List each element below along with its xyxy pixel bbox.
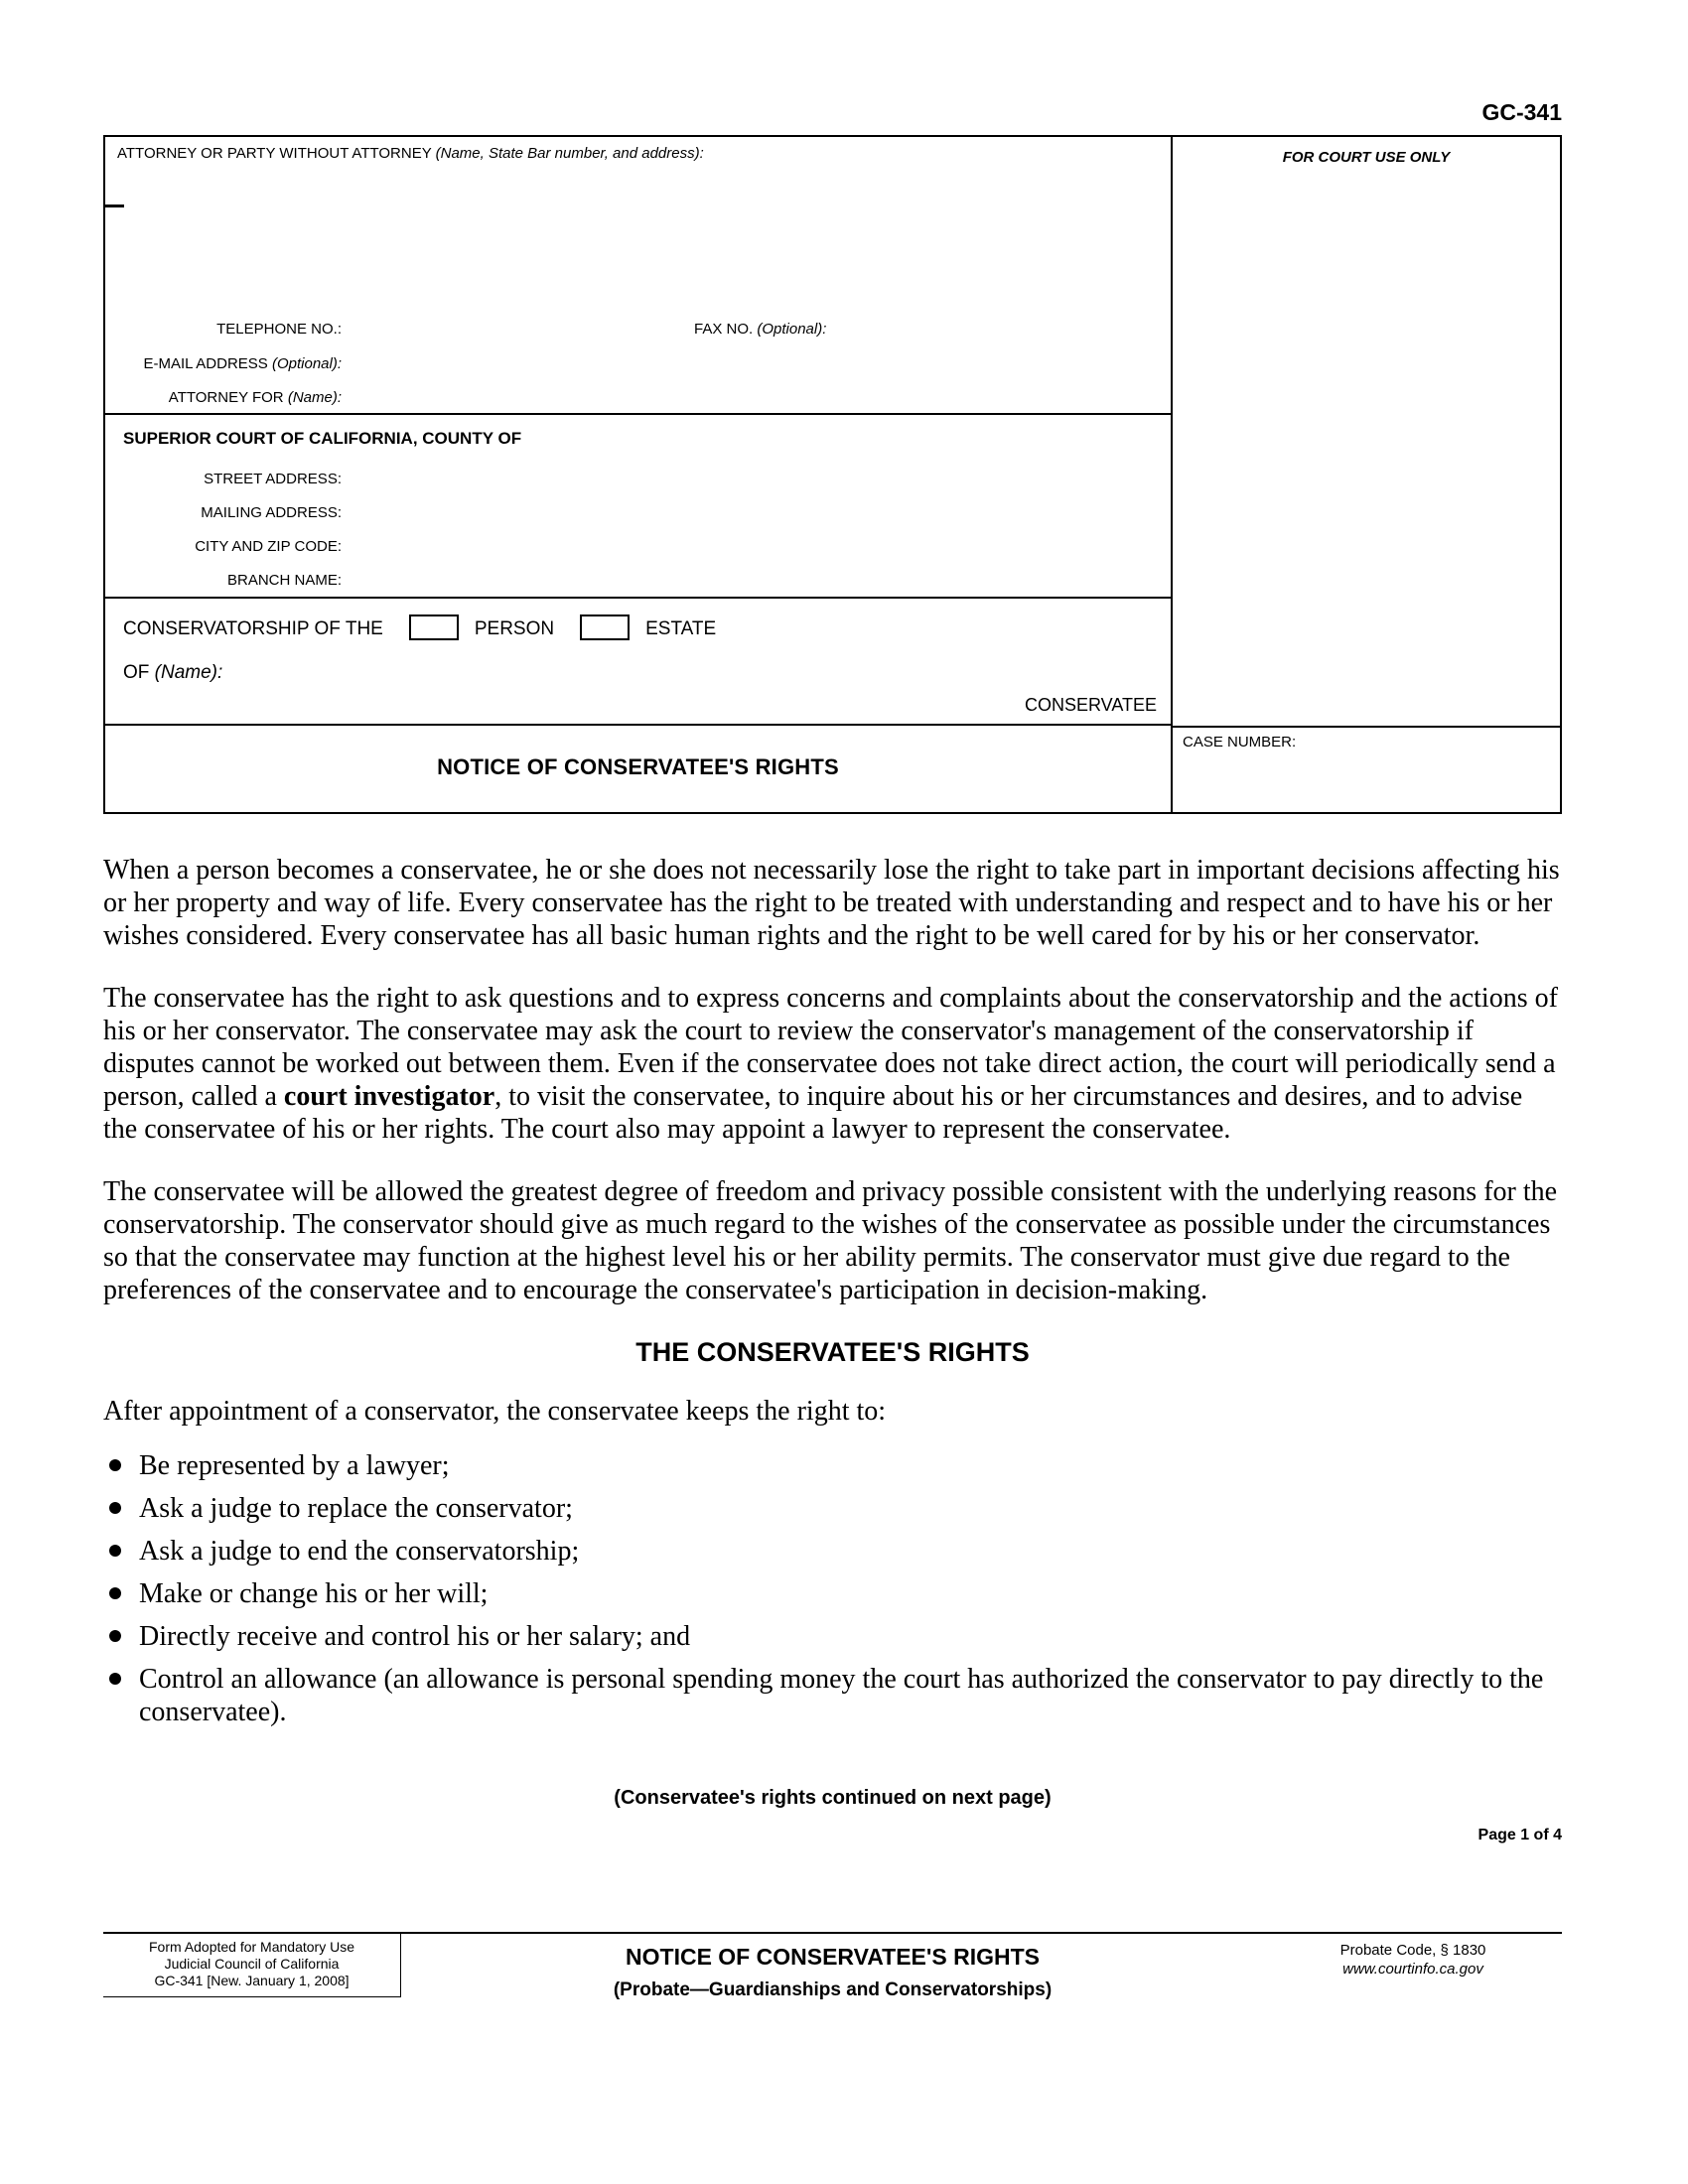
fax-label: FAX NO. (Optional): [694, 321, 827, 338]
of-name-row [123, 662, 222, 684]
list-item [103, 1535, 1562, 1568]
bullet-icon [109, 1630, 121, 1642]
footer-form-title: NOTICE OF CONSERVATEE'S RIGHTS [626, 1944, 1040, 1970]
street-address-label: STREET ADDRESS: [204, 471, 342, 487]
footer-reference-block [1264, 1934, 1562, 1979]
list-item [103, 1620, 1562, 1653]
form-header-box [103, 135, 1562, 814]
city-zip-label: CITY AND ZIP CODE: [195, 538, 342, 555]
right-text: Ask a judge to end the conservatorship; [139, 1536, 580, 1567]
attorney-for-label: ATTORNEY FOR (Name): [168, 389, 342, 406]
of-name-label: (Name): [154, 662, 223, 683]
paragraph-2-before: The conservatee has the right to ask questions and to express concerns and complaints about the conservatorship and the actions of his or her conservator. The conservatee may ask the court to review the conservator's management of the conservatorship if disputes cannot be worked out between them. Even if the conservatee does not take direct action, the court will periodically send a person, called a [103, 983, 1558, 1112]
case-number-label: CASE NUMBER: [1183, 734, 1297, 751]
right-text: Be represented by a lawyer; [139, 1450, 450, 1481]
attorney-label-detail: (Name, State Bar number, and address): [435, 145, 704, 162]
conservatee-label: CONSERVATEE [1024, 695, 1157, 715]
mailing-address-label: MAILING ADDRESS: [201, 504, 342, 521]
footer-code-reference: Probate Code, § 1830 [1339, 1942, 1486, 1959]
page-indicator: Page 1 of 4 [1477, 1827, 1562, 1843]
conservatorship-section [105, 597, 1171, 724]
page-footer [103, 1932, 1562, 2001]
branch-name-row [105, 572, 1171, 589]
rights-list [103, 1449, 1562, 1728]
footer-title-block [401, 1934, 1264, 2001]
telephone-label: TELEPHONE NO.: [216, 321, 342, 338]
bullet-icon [109, 1673, 121, 1685]
estate-checkbox[interactable] [580, 614, 630, 640]
right-text: Control an allowance (an allowance is personal spending money the court has authorized the conservator to pay directly to the conservatee). [139, 1664, 1544, 1727]
list-item [103, 1449, 1562, 1482]
list-item [103, 1663, 1562, 1728]
attorney-section [105, 137, 1171, 413]
court-investigator-term: court investigator [283, 1081, 495, 1112]
list-item [103, 1492, 1562, 1525]
paragraph-2-after: , to visit the conservatee, to inquire about his or her circumstances and desires, and to advise the conservatee of his or her rights. The court also may appoint a lawyer to represent the conservatee. [103, 1081, 1523, 1145]
mailing-address-row [105, 504, 1171, 521]
paragraph-3: The conservatee will be allowed the greatest degree of freedom and privacy possible consistent with the underlying reasons for the conservatorship. The conservator should give as much regard to the wishes of the conservatee as possible under the circumstances so that the conservatee may function at the highest level his or her ability permits. The conservator must give due regard to the preferences of the conservatee and to encourage the conservatee's participation in decision-making. [103, 1176, 1558, 1305]
person-checkbox[interactable] [409, 614, 459, 640]
email-row [105, 355, 1171, 372]
telephone-row [105, 321, 1171, 338]
form-number: GC-341 [1481, 99, 1562, 125]
right-text: Make or change his or her will; [139, 1578, 489, 1609]
header-right-column [1171, 137, 1560, 812]
right-text: Directly receive and control his or her salary; and [139, 1621, 691, 1652]
court-section [105, 413, 1171, 597]
form-title-section [105, 724, 1171, 808]
footer-adoption-block [103, 1934, 401, 1997]
attorney-label [105, 137, 1171, 162]
person-label: PERSON [474, 618, 555, 639]
court-name: SUPERIOR COURT OF CALIFORNIA, COUNTY OF [123, 429, 522, 448]
estate-label: ESTATE [645, 618, 717, 639]
document-body [103, 854, 1562, 1851]
paragraph-2 [103, 982, 1562, 1146]
bullet-icon [109, 1502, 121, 1514]
paragraph-1: When a person becomes a conservatee, he or she does not necessarily lose the right to take part in important decisions affecting his or her property and way of life. Every conservatee has the right to be treated with understanding and respect and to have his or her wishes considered. Every conservatee has all basic human rights and the right to be well cared for by his or her conservator. [103, 855, 1560, 951]
continued-note: (Conservatee's rights continued on next page) [614, 1787, 1052, 1809]
conservatorship-label: CONSERVATORSHIP OF THE [123, 618, 383, 639]
form-title: NOTICE OF CONSERVATEE'S RIGHTS [437, 753, 839, 779]
email-label: E-MAIL ADDRESS (Optional): [143, 355, 342, 372]
footer-adoption-line2: Judicial Council of California [164, 1956, 340, 1972]
bullet-icon [109, 1587, 121, 1599]
street-address-row [105, 471, 1171, 487]
footer-adoption-line1: Form Adopted for Mandatory Use [149, 1939, 354, 1955]
of-label: OF [123, 662, 150, 683]
address-dash [104, 205, 124, 207]
header-left-column [105, 137, 1171, 812]
conservatorship-row [123, 614, 716, 640]
rights-heading: THE CONSERVATEE'S RIGHTS [635, 1337, 1030, 1367]
list-item [103, 1577, 1562, 1610]
attorney-label-text: ATTORNEY OR PARTY WITHOUT ATTORNEY [117, 145, 432, 162]
footer-form-subtitle: (Probate—Guardianships and Conservatorships) [613, 1979, 1053, 2000]
branch-name-label: BRANCH NAME: [226, 572, 342, 589]
for-court-use-label: FOR COURT USE ONLY [1282, 149, 1451, 166]
attorney-for-row [105, 389, 1171, 406]
city-zip-row [105, 538, 1171, 555]
case-number-box [1173, 726, 1560, 810]
rights-intro: After appointment of a conservator, the conservatee keeps the right to: [103, 1396, 887, 1427]
bullet-icon [109, 1459, 121, 1471]
footer-adoption-line3: GC-341 [New. January 1, 2008] [154, 1973, 350, 1988]
bullet-icon [109, 1545, 121, 1557]
right-text: Ask a judge to replace the conservator; [139, 1493, 573, 1524]
footer-website: www.courtinfo.ca.gov [1342, 1961, 1483, 1978]
